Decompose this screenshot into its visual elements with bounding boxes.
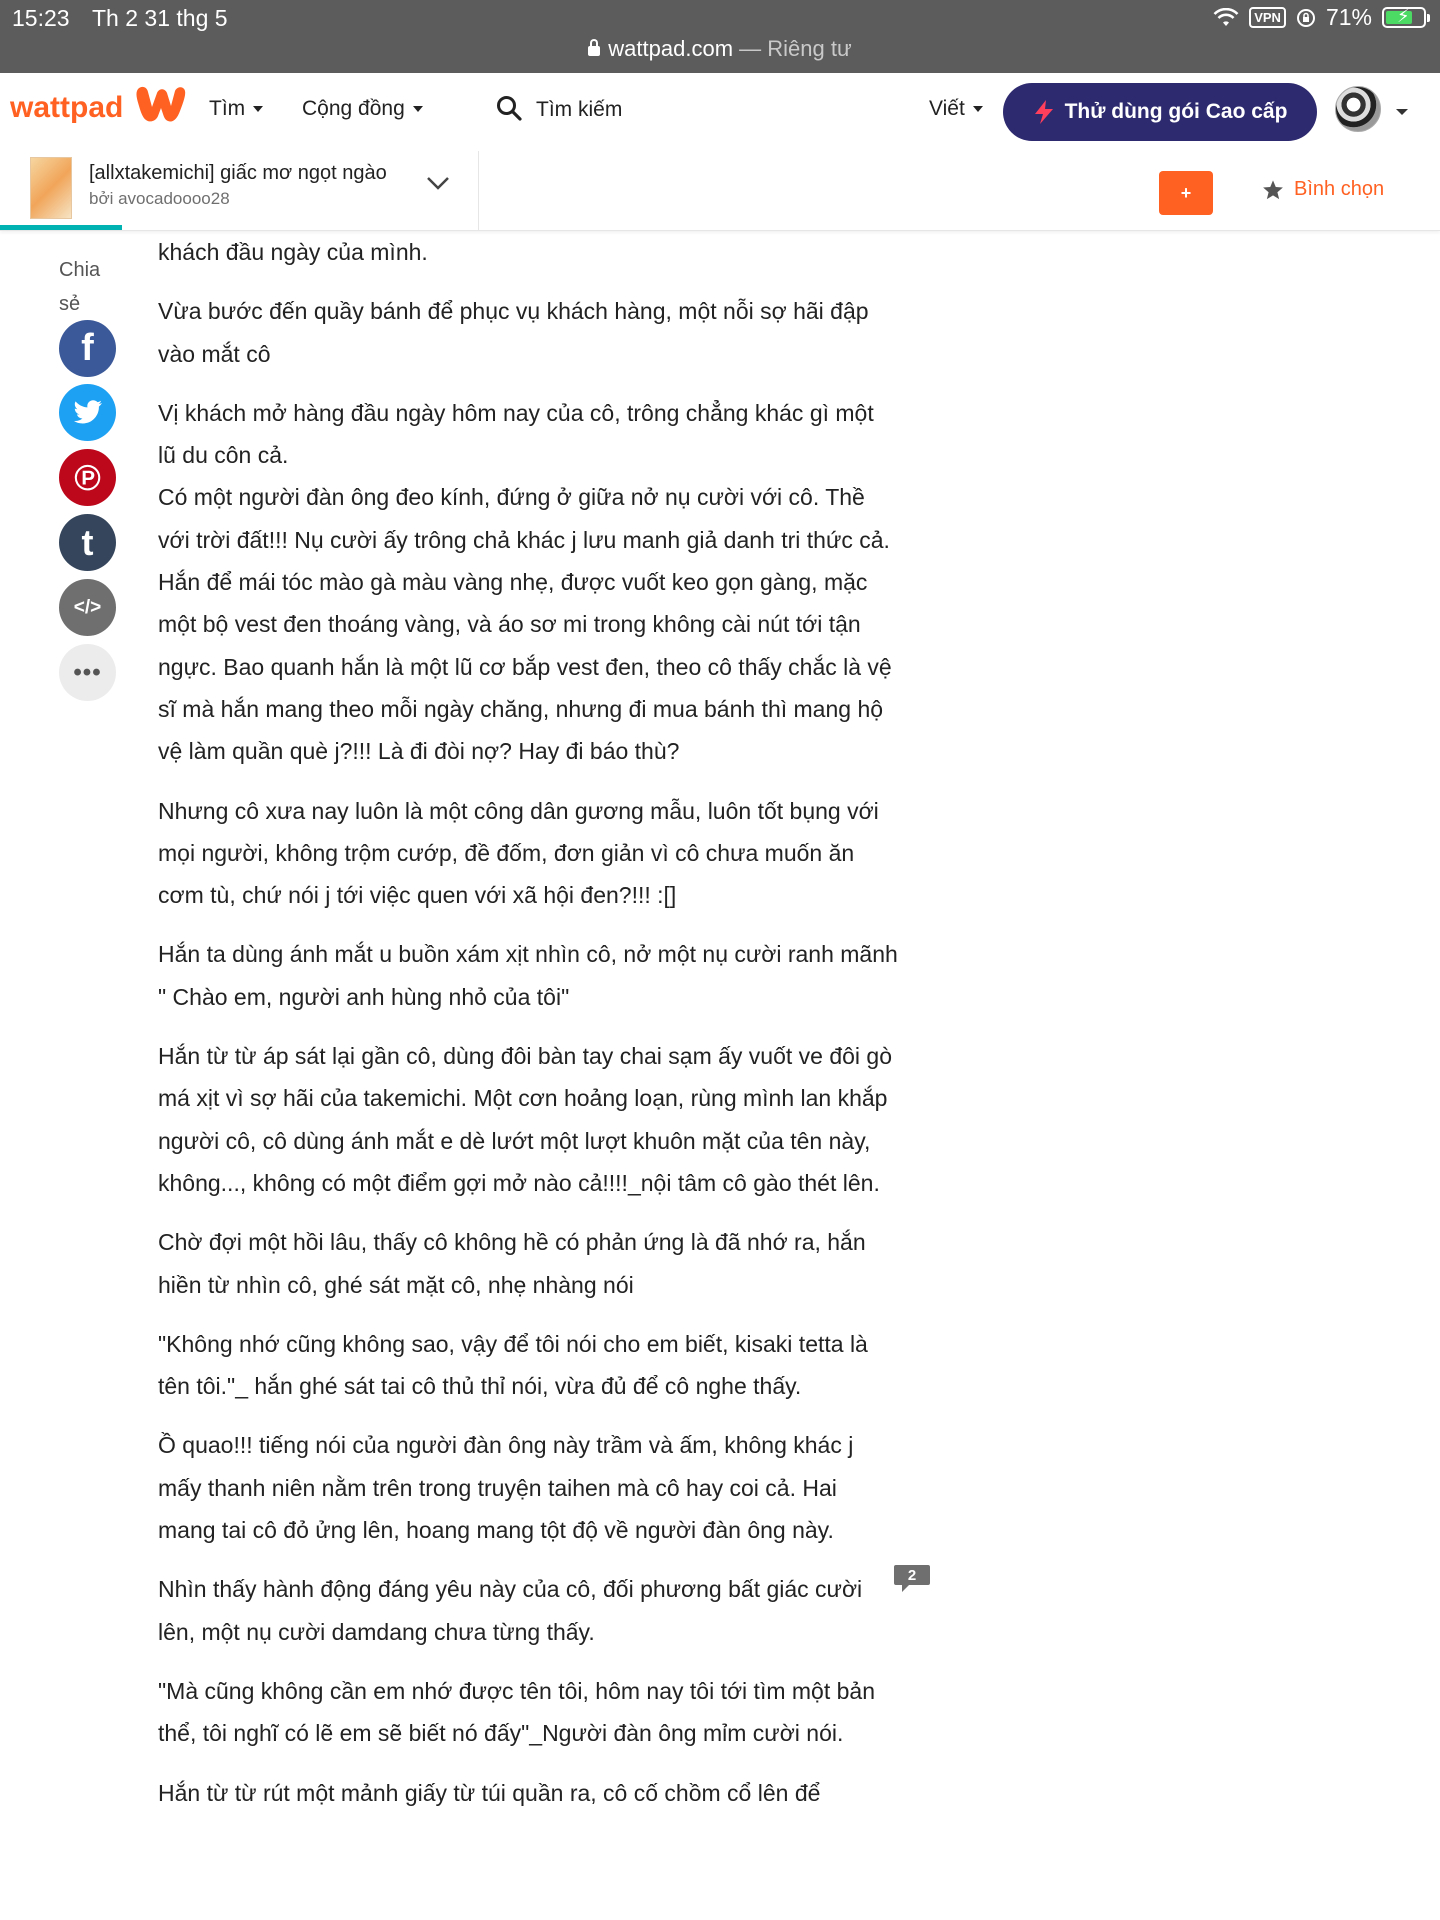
nav-browse[interactable] <box>209 97 263 121</box>
vote-button[interactable] <box>1262 178 1384 201</box>
battery-icon: ⚡ <box>1382 7 1426 28</box>
story-paragraph: khách đầu ngày của mình. <box>158 239 428 265</box>
nav-write[interactable] <box>929 97 983 121</box>
pinterest-icon: ℗ <box>74 456 101 498</box>
search-input[interactable] <box>536 93 856 127</box>
embed-share-button[interactable] <box>59 579 116 636</box>
chevron-down-icon <box>973 106 983 112</box>
chevron-down-icon[interactable] <box>425 173 451 193</box>
status-time: 15:23 <box>12 5 70 31</box>
tumblr-share-button[interactable] <box>59 514 116 571</box>
story-title[interactable]: [allxtakemichi] giấc mơ ngọt ngào <box>89 162 387 184</box>
nav-write-label: Viết <box>929 97 965 120</box>
inline-comment-button[interactable] <box>893 1563 931 1593</box>
story-header <box>0 151 1440 231</box>
nav-community-label: Cộng đồng <box>302 97 405 120</box>
divider <box>478 151 479 231</box>
more-share-button[interactable] <box>59 644 116 701</box>
search-icon[interactable] <box>496 95 522 121</box>
story-paragraph: Nhưng cô xưa nay luôn là một công dân gương mẫu, luôn tốt bụng với mọi người, không trộm cướp, đề đốm, đơn giản vì cô chưa muốn ăn cơm tù, chứ nói j tới việc quen với xã hội đen?!!! :[] <box>158 797 879 909</box>
story-paragraph: Hắn ta dùng ánh mắt u buồn xám xịt nhìn cô, nở một nụ cười ranh mãnh " Chào em, người anh hùng nhỏ của tôi" <box>158 941 898 1010</box>
try-premium-button[interactable] <box>1003 83 1317 141</box>
tumblr-icon: t <box>81 521 94 563</box>
private-mode-label: Riêng tư <box>767 36 852 61</box>
story-paragraph: Ồ quao!!! tiếng nói của người đàn ông này trầm và ấm, không khác j mấy thanh niên nằm trên trong truyện taihen mà cô hay coi cả. Hai mang tai cô đỏ ửng lên, hoang mang tột độ về người đàn ông này. <box>158 1432 854 1544</box>
site-header <box>0 73 1440 151</box>
add-to-list-button[interactable]: + <box>1159 171 1213 215</box>
story-author[interactable]: bởi avocadoooo28 <box>89 189 230 208</box>
status-date: Th 2 31 thg 5 <box>92 5 228 31</box>
code-icon: </> <box>73 596 102 618</box>
vote-label: Bình chọn <box>1294 178 1385 200</box>
more-icon: ••• <box>73 658 102 686</box>
story-paragraph: "Mà cũng không cần em nhớ được tên tôi, hôm nay tôi tới tìm một bản thể, tôi nghĩ có lẽ em sẽ biết nó đấy"_Người đàn ông mỉm cười nói. <box>158 1677 875 1747</box>
wifi-icon <box>1213 8 1239 28</box>
story-paragraph: "Không nhớ cũng không sao, vậy để tôi nói cho em biết, kisaki tetta là tên tôi."_ hắn ghé sát tai cô thủ thỉ nói, vừa đủ để cô nghe thấy. <box>158 1330 868 1400</box>
battery-percent: 71% <box>1325 4 1372 30</box>
twitter-share-button[interactable] <box>59 384 116 441</box>
twitter-icon <box>72 399 104 427</box>
share-label: Chia sẻ <box>59 259 101 315</box>
story-paragraph: Vừa bước đến quầy bánh để phục vụ khách hàng, một nỗi sợ hãi đập vào mắt cô <box>158 298 869 367</box>
url-separator: — <box>733 36 768 61</box>
reading-progress-bar <box>0 225 122 230</box>
comment-count: 2 <box>907 1567 917 1584</box>
story-content <box>158 231 898 1831</box>
pinterest-share-button[interactable] <box>59 449 116 506</box>
lock-icon <box>588 46 600 56</box>
star-icon <box>1262 179 1284 201</box>
nav-browse-label: Tìm <box>209 97 246 120</box>
orientation-lock-icon <box>1296 8 1316 28</box>
lightning-icon <box>1033 99 1055 125</box>
vpn-badge: VPN <box>1249 7 1286 28</box>
story-paragraph: Hắn từ từ rút một mảnh giấy từ túi quần ra, cô cố chồm cổ lên để <box>158 1779 821 1806</box>
chevron-down-icon <box>413 106 423 112</box>
wattpad-w-logo-icon[interactable] <box>134 83 188 125</box>
facebook-share-button[interactable] <box>59 320 116 377</box>
nav-community[interactable] <box>302 97 423 121</box>
premium-label: Thử dùng gói Cao cấp <box>1064 100 1288 123</box>
ios-status-bar <box>0 0 1440 73</box>
chevron-down-icon[interactable] <box>1396 109 1408 115</box>
facebook-icon: f <box>81 327 94 369</box>
user-avatar[interactable] <box>1335 86 1381 132</box>
url-bar[interactable] <box>0 36 1440 62</box>
story-cover[interactable] <box>30 157 72 219</box>
status-indicators <box>1213 4 1426 31</box>
story-paragraph: Nhìn thấy hành động đáng yêu này của cô, đối phương bất giác cười lên, một nụ cười damdang chưa từng thấy. <box>158 1576 863 1645</box>
story-paragraph: Vị khách mở hàng đầu ngày hôm nay của cô, trông chẳng khác gì một lũ du côn cả. Có một người đàn ông đeo kính, đứng ở giữa nở nụ cười với cô. Thề với trời đất!!! Nụ cười ấy trông chả khác j lưu manh giả danh tri thức cả. Hắn để mái tóc mào gà màu vàng nhẹ, được vuốt keo gọn gàng, mặc một bộ vest đen thoáng vàng, và áo sơ mi trong không cài nút tới tận ngực. Bao quanh hắn là một lũ cơ bắp vest đen, theo cô thấy chắc là vệ sĩ mà hắn mang theo mỗi ngày chăng, nhưng đi mua bánh thì mang hộ vệ làm quần què j?!!! Là đi đòi nợ? Hay đi báo thù? <box>158 399 892 765</box>
story-paragraph: Chờ đợi một hồi lâu, thấy cô không hề có phản ứng là đã nhớ ra, hắn hiền từ nhìn cô, ghé sát mặt cô, nhẹ nhàng nói <box>158 1229 866 1298</box>
chevron-down-icon <box>253 106 263 112</box>
url-domain: wattpad.com <box>608 36 734 61</box>
story-paragraph: Hắn từ từ áp sát lại gần cô, dùng đôi bàn tay chai sạm ấy vuốt ve đôi gò má xịt vì sợ hãi của takemichi. Một cơn hoảng loạn, rùng mình lan khắp người cô, cô dùng ánh mắt e dè lướt một lượt khuôn mặt của tên này, không..., không có một điểm gợi mở nào cả!!!!_nội tâm cô gào thét lên. <box>158 1043 893 1196</box>
wattpad-logo[interactable]: wattpad <box>10 91 124 124</box>
